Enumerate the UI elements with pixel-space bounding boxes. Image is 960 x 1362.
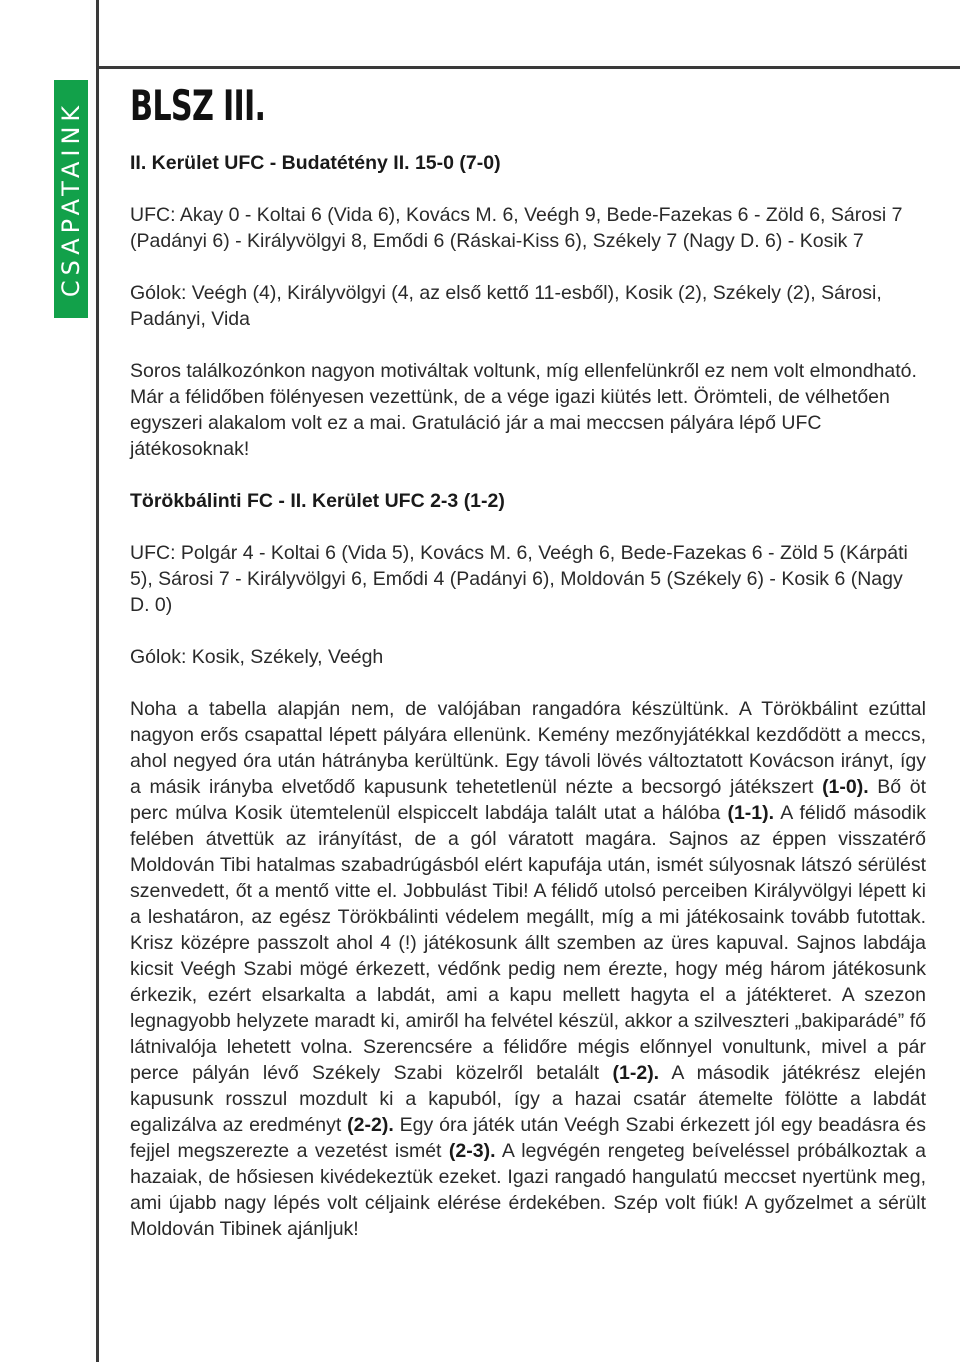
match1-report: Soros találkozónkon nagyon motiváltak voltunk, míg ellenfelünkről ez nem volt elmondható. Már a félidőben fölényesen vezettünk, de a vége igazi kiütés lett. Örömteli, de vélhetően egyszeri alakalom volt ez a mai. Gratuláció jár a mai meccsen pályára lépő UFC játékosoknak! — [130, 360, 917, 460]
score-highlight: (1-2). — [612, 1062, 660, 1084]
horizontal-rule — [96, 66, 960, 69]
match1-lineup: UFC: Akay 0 - Koltai 6 (Vida 6), Kovács M. 6, Veégh 9, Bede-Fazekas 6 - Zöld 6, Sárosi 7 (Padányi 6) - Királyvölgyi 8, Emődi 6 (Ráskai-Kiss 6), Székely 7 (Nagy D. 6) - Kosik 7 — [130, 204, 903, 252]
match2-lineup: UFC: Polgár 4 - Koltai 6 (Vida 5), Kovács M. 6, Veégh 6, Bede-Fazekas 6 - Zöld 5 (Kárpáti 5), Sárosi 7 - Királyvölgyi 6, Emődi 4 (Padányi 6), Moldován 5 (Székely 6) - Kosik 6 (Nagy D. 0) — [130, 542, 908, 616]
match2-report — [130, 696, 926, 1242]
report-text: Bő öt perc múlva Kosik ütemtelenül elspiccelt labdája talált utat a hálóba — [130, 776, 926, 824]
report-text: A félidő második felében átvettük az irányítást, de a gól váratott magára. Sajnos az éppen visszatérő Moldován Tibi hatalmas szabadrúgásból elért kapufája után, ismét súlyosnak látszó sérülést szenvedett, őt a mentő vitte el. Jobbulást Tibi! A félidő utolsó perceiben Királyvölgyi lépett ki a leshatáron, az egész Törökbálinti védelem megállt, míg a mi játékosaink tovább futottak. Krisz középre passzolt ahol 4 (!) játékosunk állt szemben az üres kapuval. Sajnos labdája kicsit Veégh Szabi mögé érkezett, védőnk pedig nem érezte, hogy még három játékosunk érkezik, ezért elsarkalta a labdát, ami a kapu mellett hagyta el a játékteret. A szezon legnagyobb helyzete maradt ki, amiről ha felvétel készül, akkor a szilveszteri „bakiparádé” fő látnivalója lehetett volna. Szerencsére a félidőre mégis előnnyel vonultunk, mivel a pár perce pályán lévő Székely Szabi közelről betalált — [130, 802, 926, 1084]
score-highlight: (2-2). — [347, 1114, 394, 1136]
article-body — [130, 150, 926, 1242]
score-highlight: (1-1). — [727, 802, 775, 824]
match2-title: Törökbálinti FC - II. Kerület UFC 2-3 (1-2) — [130, 490, 505, 512]
match1-title: II. Kerület UFC - Budatétény II. 15-0 (7-0) — [130, 152, 501, 174]
report-text: A legvégén rengeteg beíveléssel próbálkoztak a hazaiak, de hősiesen kivédekeztük ezeket. Igazi rangadó hangulatú meccset nyertünk meg, ami újabb nagy lépés volt céljaink elérése érdekében. Szép volt fiúk! A győzelmet a sérült Moldován Tibinek ajánljuk! — [130, 1140, 926, 1240]
match2-goals: Gólok: Kosik, Székely, Veégh — [130, 646, 384, 668]
report-text: Noha a tabella alapján nem, de valójában rangadóra készültünk. A Törökbálint ezúttal nagyon erős csapattal lépett pályára ellenünk. Kemény mezőnyjátékkal kezdődött a meccs, ahol negyed óra után hátrányba kerültünk. Egy távoli lövés változtatott Kovácson irányt, így a másik irányba elvetődő kapusunk tehetetlenül nézte a becsorgó játékszert — [130, 698, 926, 798]
score-highlight: (2-3). — [448, 1140, 496, 1162]
section-side-tab — [54, 80, 88, 318]
vertical-rule — [96, 0, 99, 1362]
section-title: BLSZ III. — [130, 81, 266, 130]
report-text: A második játékrész elején kapusunk rosszul mozdult ki a kapuból, így a hazai csatár átemelte fölötte a labdát egalizálva az eredményt — [130, 1062, 926, 1136]
match1-goals: Gólok: Veégh (4), Királyvölgyi (4, az első kettő 11-esből), Kosik (2), Székely (2), Sárosi, Padányi, Vida — [130, 282, 882, 330]
report-text: Egy óra játék után Veégh Szabi érkezett jól egy beadásra és fejjel megszerezte a vezetést ismét — [130, 1114, 926, 1162]
side-tab-label: CSAPATAINK — [57, 100, 85, 298]
score-highlight: (1-0). — [822, 776, 869, 798]
